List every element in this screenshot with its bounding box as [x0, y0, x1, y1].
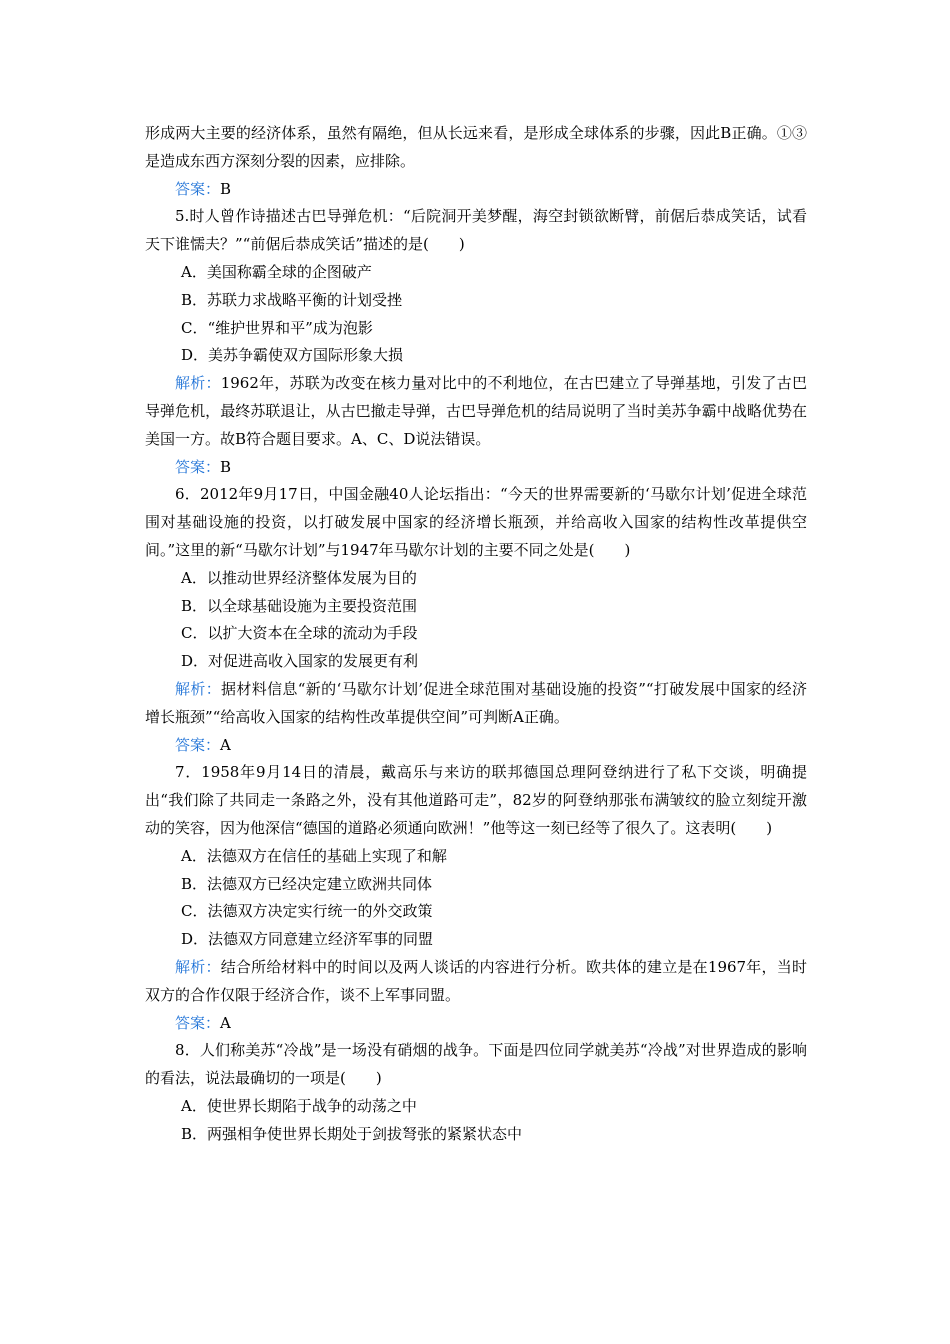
answer-line: [145, 454, 807, 482]
option-a: A．使世界长期陷于战争的动荡之中: [181, 1096, 417, 1115]
option-a: A．法德双方在信任的基础上实现了和解: [181, 846, 447, 865]
analysis-text: 结合所给材料中的时间以及两人谈话的内容进行分析。欧共体的建立是在1967年，当时双方的合作仅限于经济合作，谈不上军事同盟。: [145, 957, 807, 1004]
analysis-label: 解析：: [175, 957, 221, 976]
document-page: [145, 120, 807, 1148]
answer-label: 答案：: [175, 457, 221, 476]
answer-value: B: [220, 179, 232, 198]
option-b: B．苏联力求战略平衡的计划受挫: [181, 290, 403, 309]
analysis-paragraph: [145, 954, 807, 1010]
analysis-paragraph: [145, 676, 807, 732]
question-stem: 7．1958年9月14日的清晨，戴高乐与来访的联邦德国总理阿登纳进行了私下交谈，明确提出“我们除了共同走一条路之外，没有其他道路可走”，82岁的阿登纳那张布满皱纹的脸立刻绽开激动的笑容，因为他深信“德国的道路必须通向欧洲！”他等这一刻已经等了很久了。这表明( ): [145, 763, 807, 837]
answer-line: [145, 176, 807, 204]
option-c: C．“维护世界和平”成为泡影: [181, 318, 373, 337]
option-a: A．以推动世界经济整体发展为目的: [181, 568, 417, 587]
option-c: C．法德双方决定实行统一的外交政策: [181, 902, 433, 921]
analysis-text: 1962年，苏联为改变在核力量对比中的不利地位，在古巴建立了导弹基地，引发了古巴导弹危机，最终苏联退让，从古巴撤走导弹，古巴导弹危机的结局说明了当时美苏争霸中战略优势在美国一方。故B符合题目要求。A、C、D说法错误。: [145, 374, 807, 448]
option-d: D．法德双方同意建立经济军事的同盟: [181, 930, 434, 949]
answer-line: [145, 1010, 807, 1038]
answer-value: A: [220, 1013, 231, 1032]
question-stem: 5.时人曾作诗描述古巴导弹危机：“后院洞开美梦醒，海空封锁欲断臂，前倨后恭成笑话，试看天下谁懦夫？”“前倨后恭成笑话”描述的是( ): [145, 207, 807, 254]
option-b: B．法德双方已经决定建立欧洲共同体: [181, 874, 433, 893]
option-a: A．美国称霸全球的企图破产: [181, 262, 372, 281]
option-d: D．对促进高收入国家的发展更有利: [181, 652, 419, 671]
analysis-paragraph: [145, 370, 807, 453]
continued-paragraph: 形成两大主要的经济体系，虽然有隔绝，但从长远来看，是形成全球体系的步骤，因此B正确。①③是造成东西方深刻分裂的因素，应排除。: [145, 124, 807, 170]
answer-label: 答案：: [175, 179, 221, 198]
question-stem: 8．人们称美苏“冷战”是一场没有硝烟的战争。下面是四位同学就美苏“冷战”对世界造成的影响的看法，说法最确切的一项是( ): [145, 1041, 807, 1088]
analysis-label: 解析：: [175, 374, 221, 393]
option-b: B．两强相争使世界长期处于剑拔弩张的紧紧状态中: [181, 1124, 523, 1143]
option-b: B．以全球基础设施为主要投资范围: [181, 596, 418, 615]
option-d: D．美苏争霸使双方国际形象大损: [181, 346, 404, 365]
answer-label: 答案：: [175, 1013, 221, 1032]
answer-label: 答案：: [175, 735, 221, 754]
answer-line: [145, 732, 807, 760]
question-stem: 6．2012年9月17日，中国金融40人论坛指出：“今天的世界需要新的‘马歇尔计划’促进全球范围对基础设施的投资，以打破发展中国家的经济增长瓶颈，并给高收入国家的结构性改革提供空间。”这里的新“马歇尔计划”与1947年马歇尔计划的主要不同之处是( ): [145, 485, 807, 559]
option-c: C．以扩大资本在全球的流动为手段: [181, 624, 418, 643]
answer-value: B: [220, 457, 232, 476]
answer-value: A: [220, 735, 231, 754]
analysis-text: 据材料信息“新的‘马歇尔计划’促进全球范围对基础设施的投资”“打破发展中国家的经济增长瓶颈”“给高收入国家的结构性改革提供空间”可判断A正确。: [145, 679, 807, 726]
analysis-label: 解析：: [175, 679, 222, 698]
